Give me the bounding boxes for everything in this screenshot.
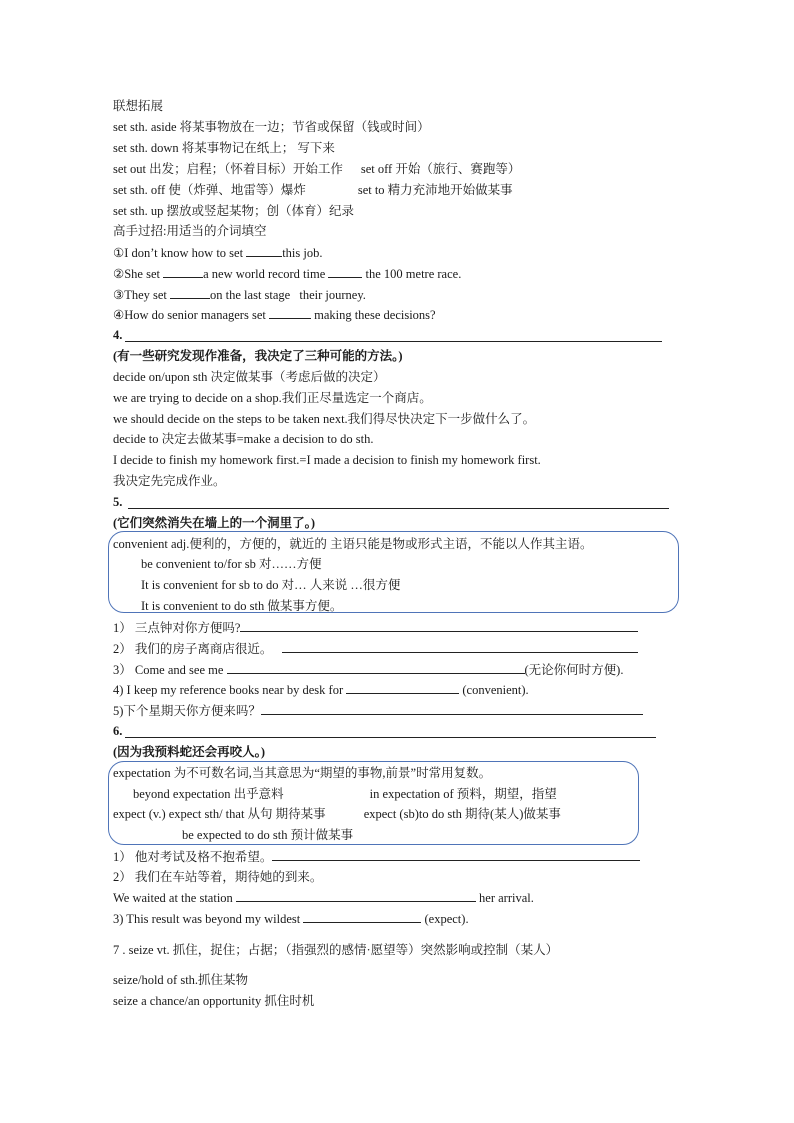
section-7-heading: 7 . seize vt. 抓住，捉住；占据；（指强烈的感情·愿望等）突然影响或控制（某人） [113,943,559,957]
answer-blank[interactable] [272,848,640,861]
answer-blank[interactable] [269,306,311,319]
expectation-phrases-row [113,786,557,802]
exercise-6-3 [113,910,469,927]
prep-question-2 [113,265,461,282]
phrase-set-to: set to 精力充沛地开始做某事 [357,183,513,197]
section-6-prompt: (因为我预料蛇还会再咬人。) [113,745,266,759]
q3-text-b: on the last stage [210,288,291,302]
exercise-text: 1） 三点钟对你方便吗? [113,621,241,635]
section-4-prompt: (有一些研究发现作准备，我决定了三种可能的方法。) [113,349,403,363]
exercise-text: 1） 他对考试及格不抱希望。 [113,850,273,864]
answer-blank[interactable] [240,619,638,632]
answer-blank[interactable] [261,702,643,715]
exercise-text-end: (convenient). [462,683,529,697]
q4-text-a: ④How do senior managers set [113,308,266,322]
phrase-set-out: set out 出发；启程；（怀着目标）开始工作 [113,162,343,176]
answer-blank[interactable] [328,265,362,278]
exercise-5-1 [113,619,638,636]
q2-text-b: a new world record time [203,267,326,281]
decide-to-def: decide to 决定去做某事=make a decision to do sth. [113,432,374,446]
exercise-text-end: (无论你何时方便). [524,663,624,677]
expect-sth: expect (v.) expect sth/ that 从句 期待某事 [113,807,326,821]
q3-text-a: ③They set [113,288,167,302]
answer-line-5[interactable] [128,508,669,509]
q4-text-b: making these decisions? [314,308,436,322]
answer-line-6[interactable] [125,737,656,738]
exercise-5-4 [113,681,529,698]
prep-question-3 [113,286,366,303]
phrase-set-up: set sth. up 摆放或竖起某物；创（体育）纪录 [113,204,354,218]
phrase-set-sth-off: set sth. off 使（炸弹、地雷等）爆炸 [113,183,306,197]
exercise-text-end: (expect). [424,912,469,926]
q3-text-c: their journey. [299,288,366,302]
section-4-number: 4. [113,328,123,342]
decide-to-example: I decide to finish my homework first.=I made a decision to finish my homework first. [113,453,541,467]
seize-hold-of: seize/hold of sth.抓住某物 [113,973,249,987]
section-5-number: 5. [113,495,123,509]
prep-question-4 [113,306,436,323]
answer-blank[interactable] [282,640,638,653]
q2-text-c: the 100 metre race. [365,267,462,281]
exercise-6-1 [113,848,640,865]
exercise-5-5 [113,702,643,719]
expect-usage-row [113,806,561,822]
decide-on-example-1: we are trying to decide on a shop.我们正尽量选定一个商店。 [113,391,432,405]
seize-a-chance: seize a chance/an opportunity 抓住时机 [113,994,315,1008]
exercise-5-2 [113,640,638,657]
decide-to-translation: 我决定先完成作业。 [113,474,226,488]
be-expected-to: be expected to do sth 预计做某事 [182,828,354,842]
exercise-5-3 [113,661,623,678]
expect-sb-to-do: expect (sb)to do sth 期待(某人)做某事 [363,807,561,821]
answer-blank[interactable] [346,681,459,694]
exercise-text: We waited at the station [113,891,233,905]
phrase-set-aside: set sth. aside 将某事物放在一边；节省或保留（钱或时间） [113,120,430,134]
in-expectation-of: in expectation of 预料，期望，指望 [369,787,557,801]
exercise-text: 2） 我们的房子离商店很近。 [113,642,273,656]
convenient-usage-3: It is convenient to do sth 做某事方便。 [141,599,343,613]
phrase-set-out-row [113,161,520,177]
answer-blank[interactable] [170,286,210,299]
phrase-set-sth-off-row [113,182,513,198]
prep-question-1 [113,244,323,261]
exercise-text: 3） Come and see me [113,663,224,677]
answer-blank[interactable] [236,889,476,902]
answer-blank[interactable] [303,910,421,923]
q1-text-a: ①I don’t know how to set [113,246,244,260]
convenient-def: convenient adj.便利的，方便的，就近的 主语只能是物或形式主语，不能以人作其主语。 [113,537,593,551]
convenient-usage-1: be convenient to/for sb 对……方便 [141,557,322,571]
decide-on-example-2: we should decide on the steps to be taken next.我们得尽快决定下一步做什么了。 [113,412,536,426]
q1-text-b: this job. [282,246,323,260]
exercise-6-2-english [113,889,534,906]
prep-heading: 高手过招:用适当的介词填空 [113,224,267,238]
related-heading: 联想拓展 [113,99,164,113]
answer-line-4[interactable] [125,341,662,342]
phrase-set-off: set off 开始（旅行、赛跑等） [360,162,521,176]
convenient-usage-2: It is convenient for sb to do 对… 人来说 …很方便 [141,578,401,592]
section-5-prompt: (它们突然消失在墙上的一个洞里了。) [113,516,316,530]
section-6-number: 6. [113,724,123,738]
decide-on-def: decide on/upon sth 决定做某事（考虑后做的决定） [113,370,386,384]
answer-blank[interactable] [163,265,203,278]
answer-blank[interactable] [227,661,525,674]
expectation-def: expectation 为不可数名词,当其意思为“期望的事物,前景”时常用复数。 [113,766,492,780]
exercise-text-end: her arrival. [479,891,534,905]
phrase-set-down: set sth. down 将某事物记在纸上； 写下来 [113,141,335,155]
exercise-text: 3) This result was beyond my wildest [113,912,301,926]
q2-text-a: ②She set [113,267,160,281]
answer-blank[interactable] [246,244,282,257]
exercise-text: 5)下个星期天你方便来吗？ [113,704,261,718]
beyond-expectation: beyond expectation 出乎意料 [133,787,284,801]
exercise-6-2: 2） 我们在车站等着，期待她的到来。 [113,870,323,884]
exercise-text: 4) I keep my reference books near by desk for [113,683,344,697]
